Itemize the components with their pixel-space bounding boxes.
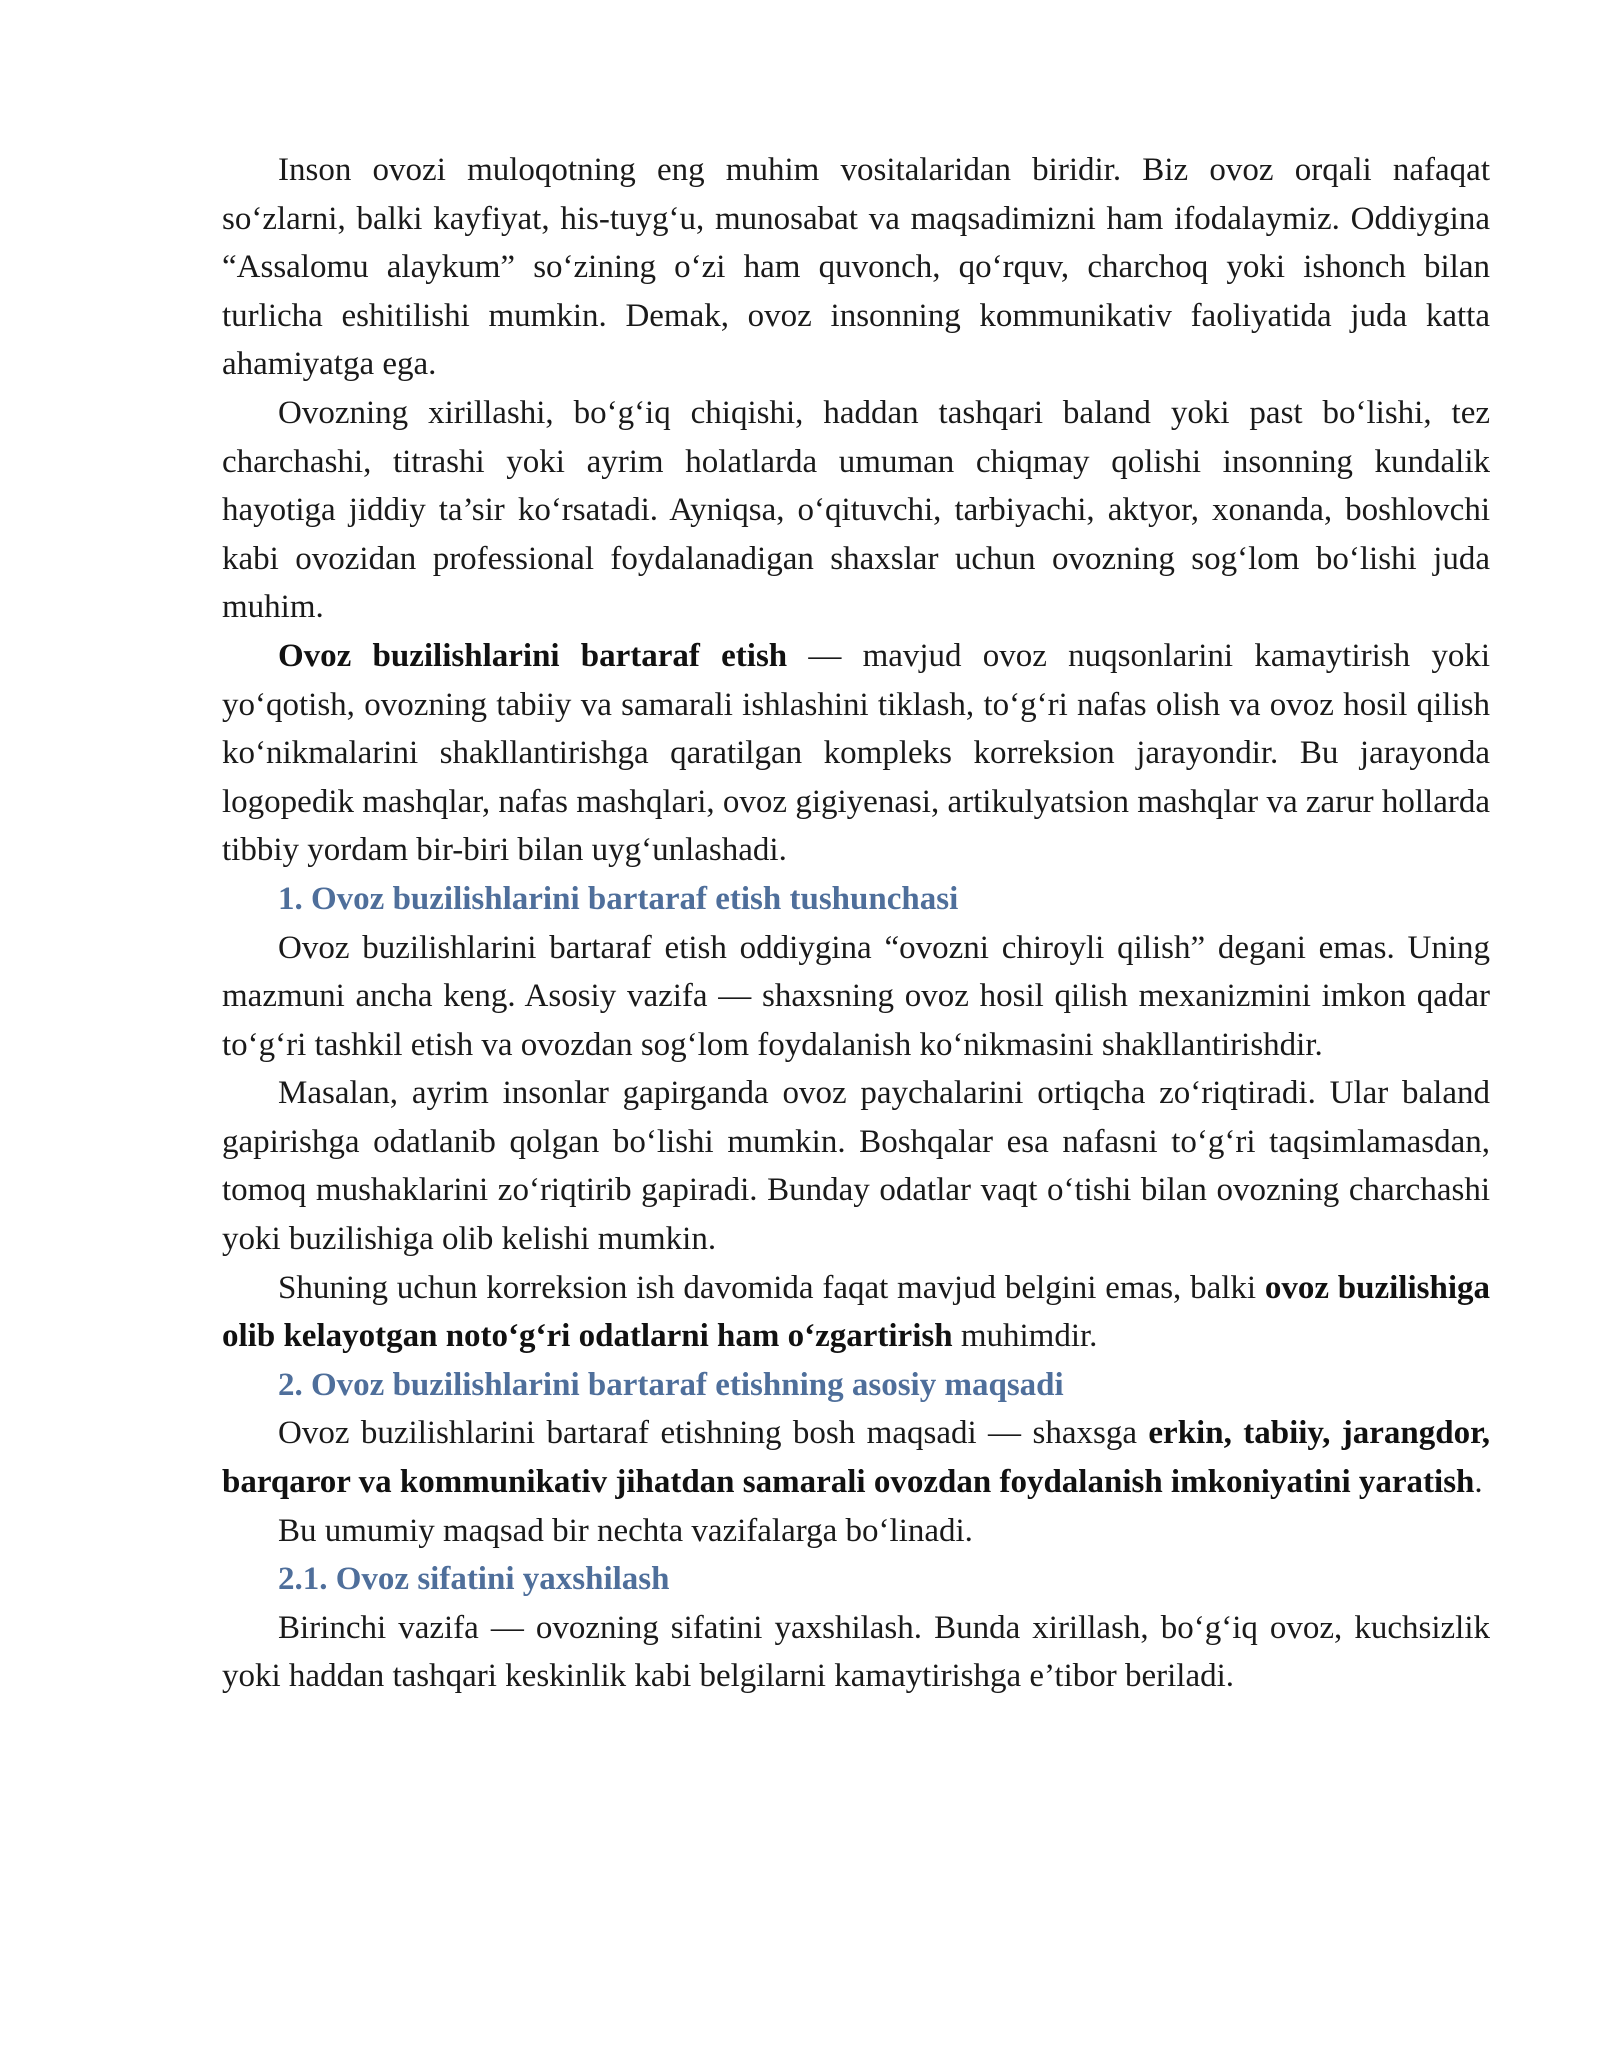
heading-section-2: 2. Ovoz buzilishlarini bartaraf etishning asosiy maqsadi [278, 1366, 1064, 1403]
paragraph-concept: Ovoz buzilishlarini bartaraf etish oddiygina “ovozni chiroyli qilish” degani emas. Uning mazmuni ancha keng. Asosiy vazifa — shaxsning ovoz hosil qilish mexanizmini imkon qadar to‘g‘ri tashkil etish va ovozdan sog‘lom foydalanish ko‘nikmasini shakllantirishdir. [222, 929, 1490, 1063]
paragraph-first-task: Birinchi vazifa — ovozning sifatini yaxshilash. Bunda xirillash, bo‘g‘iq ovoz, kuchsizlik yoki haddan tashqari keskinlik kabi belgilarni kamaytirishga e’tibor beriladi. [222, 1609, 1490, 1695]
paragraph-intro: Inson ovozi muloqotning eng muhim vositalaridan biridir. Biz ovoz orqali nafaqat so‘zlarni, balki kayfiyat, his-tuyg‘u, munosabat va maqsadimizni ham ifodalaymiz. Oddiygina “Assalomu alaykum” so‘zining o‘zi ham quvonch, qo‘rquv, charchoq yoki ishonch bilan turlicha eshitilishi mumkin. Demak, ovoz insonning kommunikativ faoliyatida juda katta ahamiyatga ega. [222, 152, 1490, 383]
habits-text-end: muhimdir. [952, 1318, 1098, 1355]
definition-text: — mavjud ovoz nuqsonlarini kamaytirish yoki yo‘qotish, ovozning tabiiy va samarali ishlashini tiklash, to‘g‘ri nafas olish va ovoz hosil qilish ko‘nikmalarini shakllantirishga qaratilgan kompleks korreksion jarayondir. Bu jarayonda logopedik mashqlar, nafas mashqlari, ovoz gigiyenasi, artikulyatsion mashqlar va zarur hollarda tibbiy yordam bir-biri bilan uyg‘unlashadi. [222, 637, 1490, 869]
goal-text-start: Ovoz buzilishlarini bartaraf etishning bosh maqsadi — shaxsga [278, 1415, 1149, 1452]
paragraph-example: Masalan, ayrim insonlar gapirganda ovoz paychalarini ortiqcha zo‘riqtiradi. Ular baland gapirishga odatlanib qolgan bo‘lishi mumkin. Boshqalar esa nafasni to‘g‘ri taqsimlamasdan, tomoq mushaklarini zo‘riqtirib gapiradi. Bunday odatlar vaqt o‘tishi bilan ovozning charchashi yoki buzilishiga olib kelishi mumkin. [222, 1075, 1490, 1258]
paragraph-voice-problems: Ovozning xirillashi, bo‘g‘iq chiqishi, haddan tashqari baland yoki past bo‘lishi, tez charchashi, titrashi yoki ayrim holatlarda umuman chiqmay qolishi insonning kundalik hayotiga jiddiy ta’sir ko‘rsatadi. Ayniqsa, o‘qituvchi, tarbiyachi, aktyor, xonanda, boshlovchi kabi ovozidan professional foydalanadigan shaxslar uchun ovozning sog‘lom bo‘lishi juda muhim. [222, 394, 1490, 626]
heading-section-2-1: 2.1. Ovoz sifatini yaxshilash [278, 1561, 670, 1598]
document-page [222, 146, 1490, 1701]
goal-bold: erkin, tabiiy, jarangdor, barqaror va kommunikativ jihatdan samarali ovozdan foydalanish imkoniyatini yaratish [222, 1415, 1490, 1501]
goal-text-end: . [1474, 1464, 1483, 1501]
definition-term: Ovoz buzilishlarini bartaraf etish [278, 637, 788, 674]
habits-text-start: Shuning uchun korreksion ish davomida faqat mavjud belgini emas, balki [278, 1269, 1265, 1306]
paragraph-tasks: Bu umumiy maqsad bir nechta vazifalarga bo‘linadi. [278, 1512, 973, 1549]
paragraph-habits [222, 1264, 1490, 1361]
habits-bold: ovoz buzilishiga olib kelayotgan noto‘g‘ri odatlarni ham o‘zgartirish [222, 1269, 1490, 1355]
paragraph-definition [222, 632, 1490, 875]
heading-section-1: 1. Ovoz buzilishlarini bartaraf etish tushunchasi [278, 880, 959, 917]
paragraph-main-goal [222, 1409, 1490, 1506]
